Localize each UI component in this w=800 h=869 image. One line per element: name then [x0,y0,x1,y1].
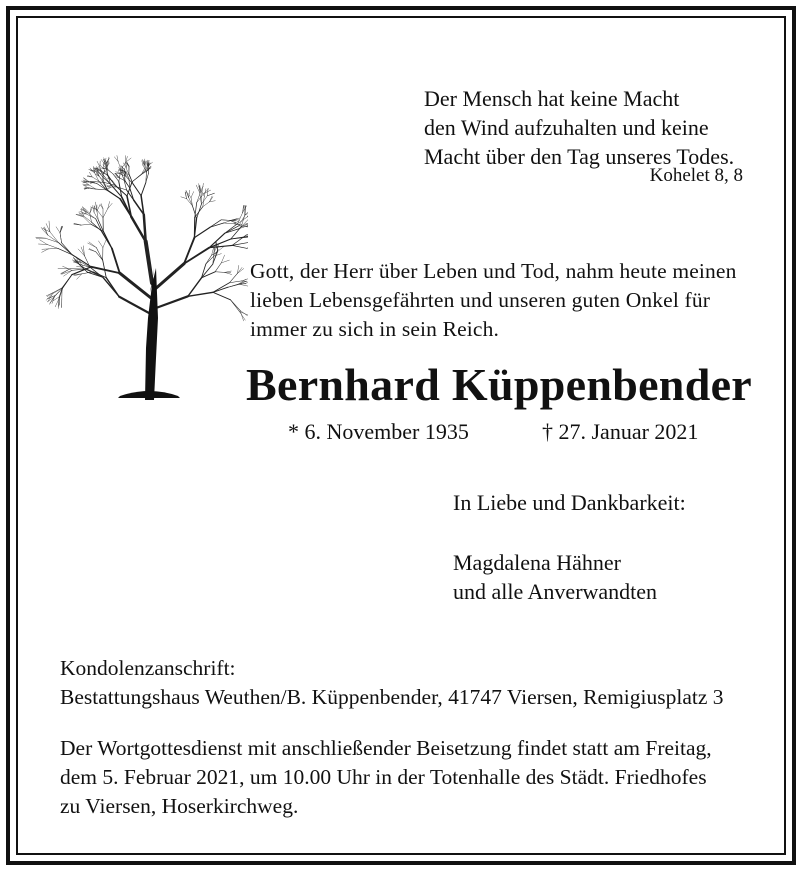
bare-tree-icon [30,118,248,400]
service-info [60,734,712,821]
announcement-line: immer zu sich in sein Reich. [250,317,500,341]
announcement-line: Gott, der Herr über Leben und Tod, nahm heute meinen [250,259,737,283]
birth-date: * 6. November 1935 [288,419,469,444]
mourner-name: und alle Anverwandten [453,579,658,604]
announcement-line: lieben Lebensgefährten und unseren guten Onkel für [250,288,711,312]
condolence-address-line: Bestattungshaus Weuthen/B. Küppenbender, 41747 Viersen, Remigiusplatz 3 [60,685,724,709]
condolence-address [60,654,724,712]
deceased-name: Bernhard Küppenbender [246,359,753,410]
bible-quote [424,84,734,171]
service-line: zu Viersen, Hoserkirchweg. [60,794,299,818]
mourners-intro: In Liebe und Dankbarkeit: [453,490,686,515]
quote-line: den Wind aufzuhalten und keine [424,115,709,140]
quote-source: Kohelet 8, 8 [649,165,743,186]
condolence-label: Kondolenzanschrift: [60,656,236,680]
death-date: † 27. Januar 2021 [542,419,699,444]
mourner-name: Magdalena Hähner [453,550,621,575]
service-line: Der Wortgottesdienst mit anschließender Beisetzung findet statt am Freitag, [60,736,712,760]
service-line: dem 5. Februar 2021, um 10.00 Uhr in der Totenhalle des Städt. Friedhofes [60,765,707,789]
mourners-names [453,548,657,606]
quote-line: Macht über den Tag unseres Todes. [424,144,735,169]
quote-line: Der Mensch hat keine Macht [424,86,680,111]
announcement-text [250,257,737,344]
